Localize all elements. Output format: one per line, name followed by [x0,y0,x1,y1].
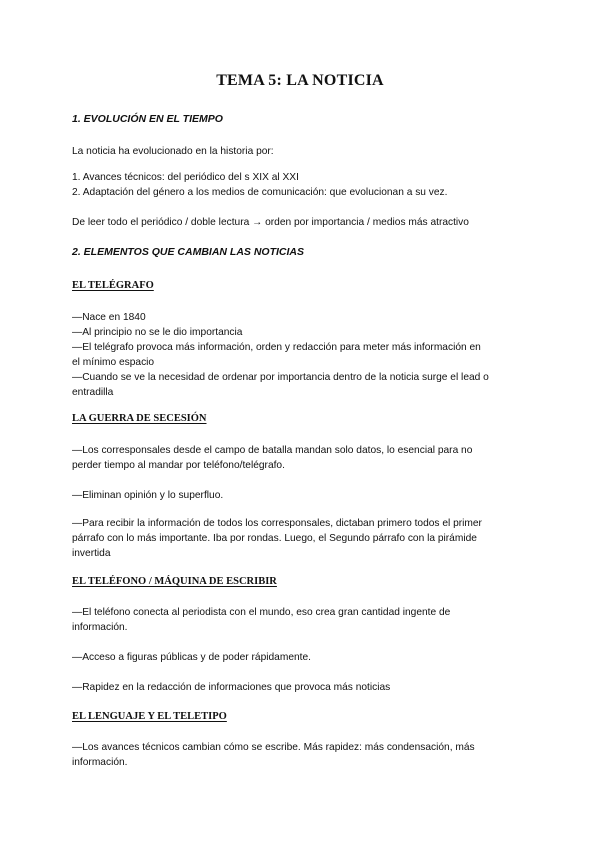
text-line: información. [72,757,128,768]
telefono-paragraph-3: —Rapidez en la redacción de informaciones que provoca más noticias [72,682,391,693]
telefono-paragraph-1 [72,605,532,635]
lenguaje-paragraph-1 [72,740,532,770]
text-line: entradilla [72,387,114,398]
list-item: 1. Avances técnicos: del periódico del s XIX al XXI [72,172,299,183]
telegrafo-heading: EL TELÉGRAFO [72,280,154,291]
text-line: —Para recibir la información de todos los corresponsales, dictaban primero todos el primer [72,518,482,529]
text-line: párrafo con lo más importante. Iba por rondas. Luego, el Segundo párrafo con la pirámide [72,533,477,544]
text-line: —El telégrafo provoca más información, orden y redacción para meter más información en [72,342,481,353]
guerra-paragraph-1 [72,443,532,473]
section-1-intro: La noticia ha evolucionado en la historia por: [72,146,274,157]
text-line: —Nace en 1840 [72,312,146,323]
lenguaje-heading: EL LENGUAJE Y EL TELETIPO [72,711,227,722]
section-2-heading: 2. ELEMENTOS QUE CAMBIAN LAS NOTICIAS [72,246,304,258]
telefono-heading: EL TELÉFONO / MÁQUINA DE ESCRIBIR [72,576,277,587]
page-title: TEMA 5: LA NOTICIA [216,72,384,89]
telegrafo-body [72,310,532,400]
text-line: —Los corresponsales desde el campo de batalla mandan solo datos, lo esencial para no [72,445,473,456]
text-line: información. [72,622,128,633]
section-1-heading: 1. EVOLUCIÓN EN EL TIEMPO [72,113,223,125]
guerra-paragraph-3 [72,516,532,561]
text-line: invertida [72,548,111,559]
guerra-paragraph-2: —Eliminan opinión y lo superfluo. [72,490,224,501]
text-line: perder tiempo al mandar por teléfono/telégrafo. [72,460,285,471]
text-line: —Cuando se ve la necesidad de ordenar por importancia dentro de la noticia surge el lead o [72,372,489,383]
text-line: —El teléfono conecta al periodista con el mundo, eso crea gran cantidad ingente de [72,607,451,618]
text-line: el mínimo espacio [72,357,155,368]
telefono-paragraph-2: —Acceso a figuras públicas y de poder rápidamente. [72,652,311,663]
guerra-heading: LA GUERRA DE SECESIÓN [72,413,207,424]
section-1-summary: De leer todo el periódico / doble lectura → orden por importancia / medios más atractivo [72,217,469,228]
text-line: —Los avances técnicos cambian cómo se escribe. Más rapidez: más condensación, más [72,742,475,753]
list-item: 2. Adaptación del género a los medios de comunicación: que evolucionan a su vez. [72,187,448,198]
section-1-list [72,170,532,200]
text-line: —Al principio no se le dio importancia [72,327,243,338]
